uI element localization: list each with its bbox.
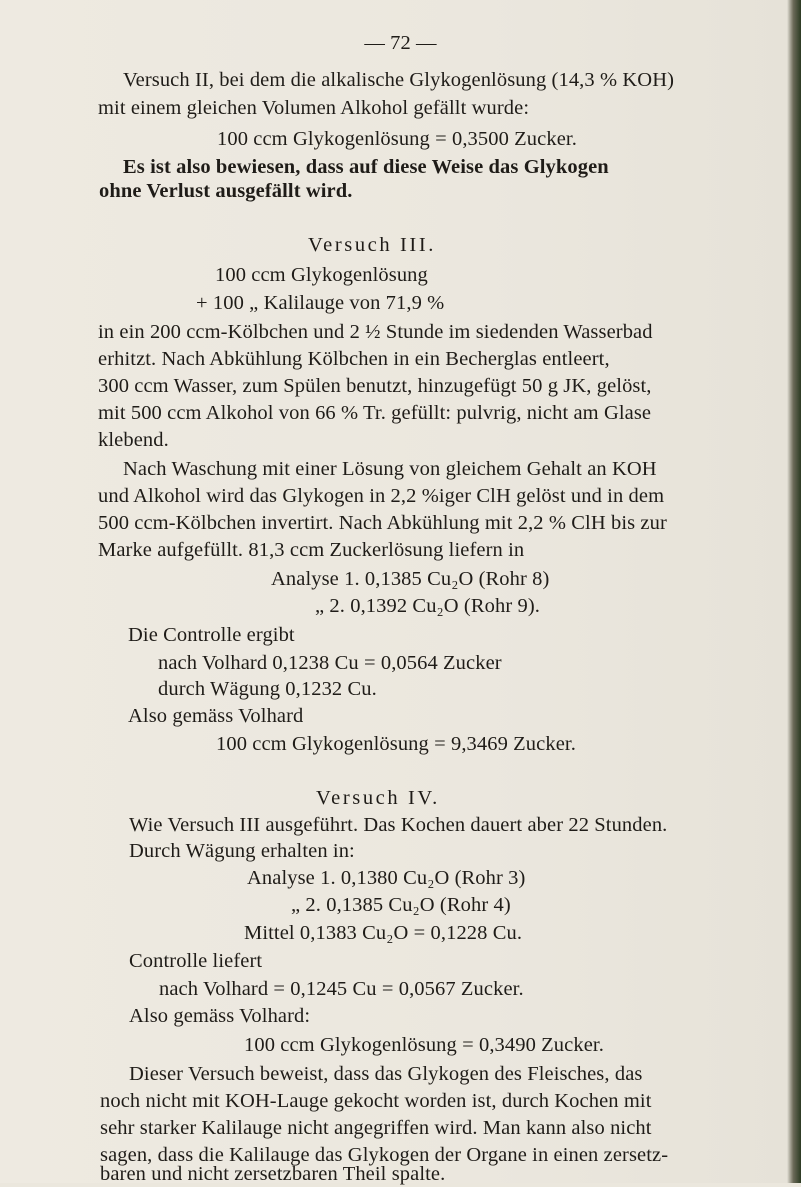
analysis-line: „ 2. 0,1392 Cu₂O (Rohr 9).: [315, 595, 540, 617]
text-line: Die Controlle ergibt: [128, 624, 295, 646]
analysis-line: Analyse 1. 0,1380 Cu₂O (Rohr 3): [247, 867, 526, 889]
text-line: 100 ccm Glykogenlösung = 0,3500 Zucker.: [217, 128, 577, 150]
page-number: — 72 —: [364, 32, 437, 54]
text-line: und Alkohol wird das Glykogen in 2,2 %iger ClH gelöst und in dem: [98, 485, 665, 507]
text-line: baren und nicht zersetzbaren Theil spalte.: [100, 1163, 446, 1185]
text-line: erhitzt. Nach Abkühlung Kölbchen in ein Becherglas entleert,: [98, 348, 610, 370]
text-line: durch Wägung 0,1232 Cu.: [158, 678, 377, 700]
analysis-line: Analyse 1. 0,1385 Cu₂O (Rohr 8): [271, 568, 550, 590]
analysis-line: „ 2. 0,1385 Cu₂O (Rohr 4): [291, 894, 511, 916]
text-line: Also gemäss Volhard:: [129, 1005, 311, 1027]
section-heading-versuch-4: Versuch IV.: [316, 787, 440, 809]
text-line: 300 ccm Wasser, zum Spülen benutzt, hinzugefügt 50 g JK, gelöst,: [98, 375, 652, 397]
bold-statement: Es ist also bewiesen, dass auf diese Weise das Glykogen: [123, 156, 609, 178]
section-heading-versuch-3: Versuch III.: [308, 234, 436, 256]
text-line: mit einem gleichen Volumen Alkohol gefällt wurde:: [98, 97, 530, 119]
text-line: Also gemäss Volhard: [128, 705, 304, 727]
text-line: Versuch II, bei dem die alkalische Glykogenlösung (14,3 % KOH): [123, 69, 675, 91]
text-line: noch nicht mit KOH-Lauge gekocht worden ist, durch Kochen mit: [100, 1090, 652, 1112]
bold-statement: ohne Verlust ausgefällt wird.: [99, 180, 353, 202]
text-line: + 100 „ Kalilauge von 71,9 %: [196, 292, 445, 314]
text-line: nach Volhard = 0,1245 Cu = 0,0567 Zucker.: [159, 978, 524, 1000]
result-line: 100 ccm Glykogenlösung = 0,3490 Zucker.: [244, 1034, 604, 1056]
text-line: Nach Waschung mit einer Lösung von gleichem Gehalt an KOH: [123, 458, 657, 480]
text-line: 100 ccm Glykogenlösung: [215, 264, 428, 286]
page-edge-shadow: [787, 0, 801, 1183]
text-line: nach Volhard 0,1238 Cu = 0,0564 Zucker: [158, 652, 502, 674]
text-line: mit 500 ccm Alkohol von 66 % Tr. gefüllt: pulvrig, nicht am Glase: [98, 402, 652, 424]
text-line: sagen, dass die Kalilauge das Glykogen der Organe in einen zersetz-: [100, 1144, 669, 1166]
text-line: Controlle liefert: [129, 950, 263, 972]
text-line: in ein 200 ccm-Kölbchen und 2 ½ Stunde im siedenden Wasserbad: [98, 321, 653, 343]
text-line: klebend.: [98, 429, 169, 451]
analysis-line: Mittel 0,1383 Cu₂O = 0,1228 Cu.: [244, 922, 523, 944]
text-line: Durch Wägung erhalten in:: [129, 840, 355, 862]
text-line: 500 ccm-Kölbchen invertirt. Nach Abkühlung mit 2,2 % ClH bis zur: [98, 512, 667, 534]
text-line: sehr starker Kalilauge nicht angegriffen wird. Man kann also nicht: [100, 1117, 652, 1139]
text-line: Dieser Versuch beweist, dass das Glykogen des Fleisches, das: [129, 1063, 643, 1085]
text-line: Wie Versuch III ausgeführt. Das Kochen dauert aber 22 Stunden.: [129, 814, 668, 836]
text-line: Marke aufgefüllt. 81,3 ccm Zuckerlösung liefern in: [98, 539, 525, 561]
result-line: 100 ccm Glykogenlösung = 9,3469 Zucker.: [216, 733, 576, 755]
